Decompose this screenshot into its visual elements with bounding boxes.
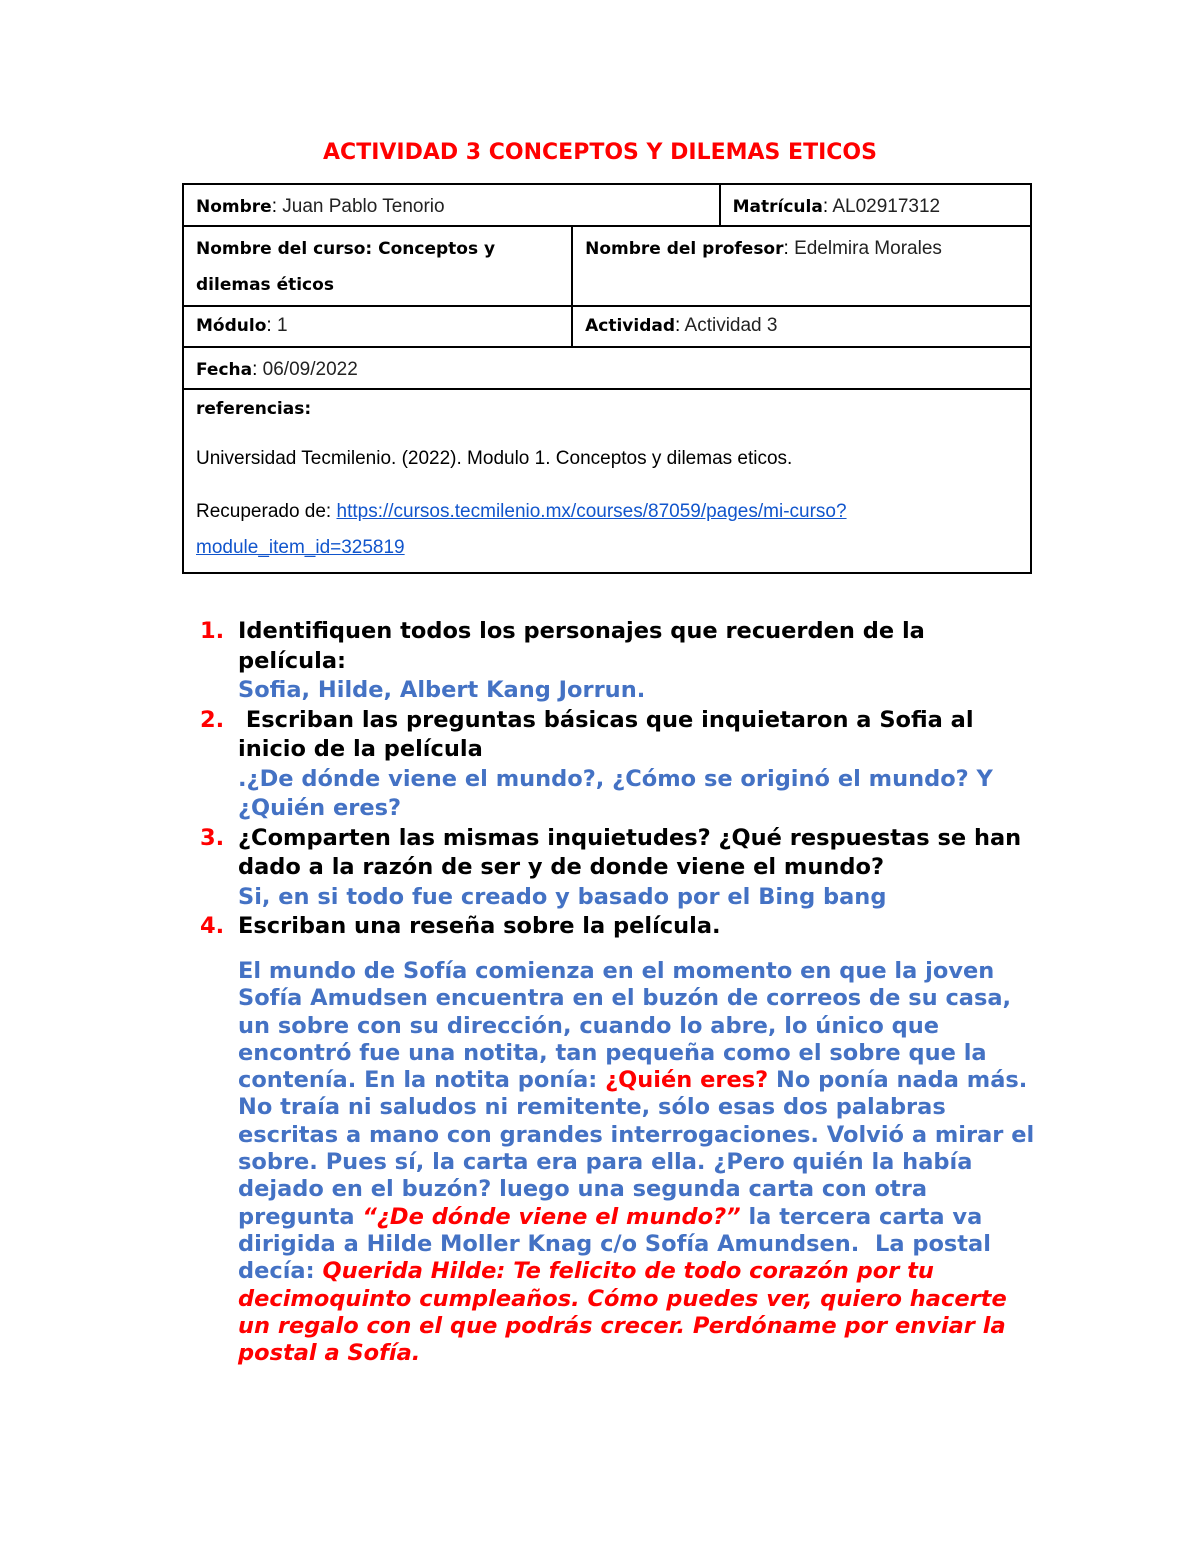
question-text: Escriban una reseña sobre la película. [238,913,721,939]
info-row-nombre [183,184,1031,226]
recuperado-label: Recuperado de: [196,501,332,522]
reference-link-continued[interactable]: module_item_id=325819 [196,537,405,558]
question-list [200,617,1040,942]
actividad-value: Actividad 3 [684,315,778,336]
info-row-modulo [183,306,1031,347]
nombre-label: Nombre [196,197,272,217]
info-row-referencias [183,389,1031,573]
fecha-value: 06/09/2022 [262,359,358,380]
review-quote-1: ¿Quién eres? [605,1067,769,1094]
question-number: 4. [200,913,225,939]
question-item-2 [200,706,1040,824]
referencias-label: referencias: [196,399,312,419]
modulo-value: 1 [276,315,288,336]
document-title: ACTIVIDAD 3 CONCEPTOS Y DILEMAS ETICOS [323,140,877,165]
modulo-cell: Módulo: 1 [183,306,572,347]
question-item-4 [200,912,1040,942]
question-text: ¿Comparten las mismas inquietudes? ¿Qué respuestas se han dado a la razón de ser y de donde viene el mundo? [238,824,1022,880]
review-quote-2: “¿De dónde viene el mundo?” [362,1203,741,1230]
answer-text: Si, en si todo fue creado y basado por el Bing bang [238,883,887,910]
question-number: 2. [200,706,225,733]
question-number: 3. [200,824,225,851]
info-row-fecha [183,347,1031,389]
question-item-1 [200,617,1040,706]
curso-label: Nombre del curso: Conceptos y dilemas éticos [196,239,496,295]
profesor-value: Edelmira Morales [794,238,942,259]
answer-text: Sofia, Hilde, Albert Kang Jorrun. [238,677,646,703]
review-text-2: No ponía nada más. No traía ni saludos ni remitente, sólo esas dos palabras escritas a mano con grandes interrogaciones. Volvió a mirar el sobre. Pues sí, la carta era para ella. ¿Pero quién la había dejado en el buzón? luego una segunda carta con otra pregunta [238,1067,1035,1230]
info-table [182,183,1032,574]
nombre-cell: Nombre: Juan Pablo Tenorio [183,184,720,226]
actividad-cell: Actividad: Actividad 3 [572,306,1031,347]
review-quote-3: Querida Hilde: Te felicito de todo corazón por tu decimoquinto cumpleaños. Cómo puedes ver, quiero hacerte un regalo con el que podrás crecer. Perdóname por enviar la postal a Sofía. [238,1258,1007,1367]
question-number: 1. [200,618,225,644]
question-text: Escriban las preguntas básicas que inquietaron a Sofia al inicio de la película [238,706,982,762]
profesor-label: Nombre del profesor [585,239,784,259]
fecha-label: Fecha [196,360,253,380]
profesor-cell: Nombre del profesor: Edelmira Morales [572,226,1031,306]
answer-text: .¿De dónde viene el mundo?, ¿Cómo se originó el mundo? Y ¿Quién eres? [238,765,993,821]
curso-cell [183,226,572,306]
question-text: Identifiquen todos los personajes que recuerden de la película: [238,618,925,674]
review-text-3: la tercera carta va dirigida a Hilde Moller Knag c/o Sofía Amundsen. La postal decía: [238,1203,999,1285]
question-item-3 [200,824,1040,913]
info-row-curso [183,226,1031,306]
matricula-label: Matrícula [732,197,823,217]
actividad-label: Actividad [585,316,675,336]
movie-review [238,958,1038,1367]
matricula-value: AL02917312 [832,196,941,217]
review-text-1: El mundo de Sofía comienza en el momento en que la joven Sofía Amudsen encuentra en el buzón de correos de su casa, un sobre con su dirección, cuando lo abre, lo único que encontró fue una notita, tan pequeña como el sobre que la contenía. En la notita ponía: [238,958,1012,1094]
fecha-cell: Fecha: 06/09/2022 [183,347,1031,389]
reference-link[interactable]: https://cursos.tecmilenio.mx/courses/87059/pages/mi-curso? [336,501,847,522]
matricula-cell: Matrícula: AL02917312 [720,184,1031,226]
referencia-text: Universidad Tecmilenio. (2022). Modulo 1. Conceptos y dilemas eticos. [196,448,793,469]
modulo-label: Módulo [196,316,267,336]
referencias-cell [183,389,1031,573]
nombre-value: Juan Pablo Tenorio [282,196,445,217]
